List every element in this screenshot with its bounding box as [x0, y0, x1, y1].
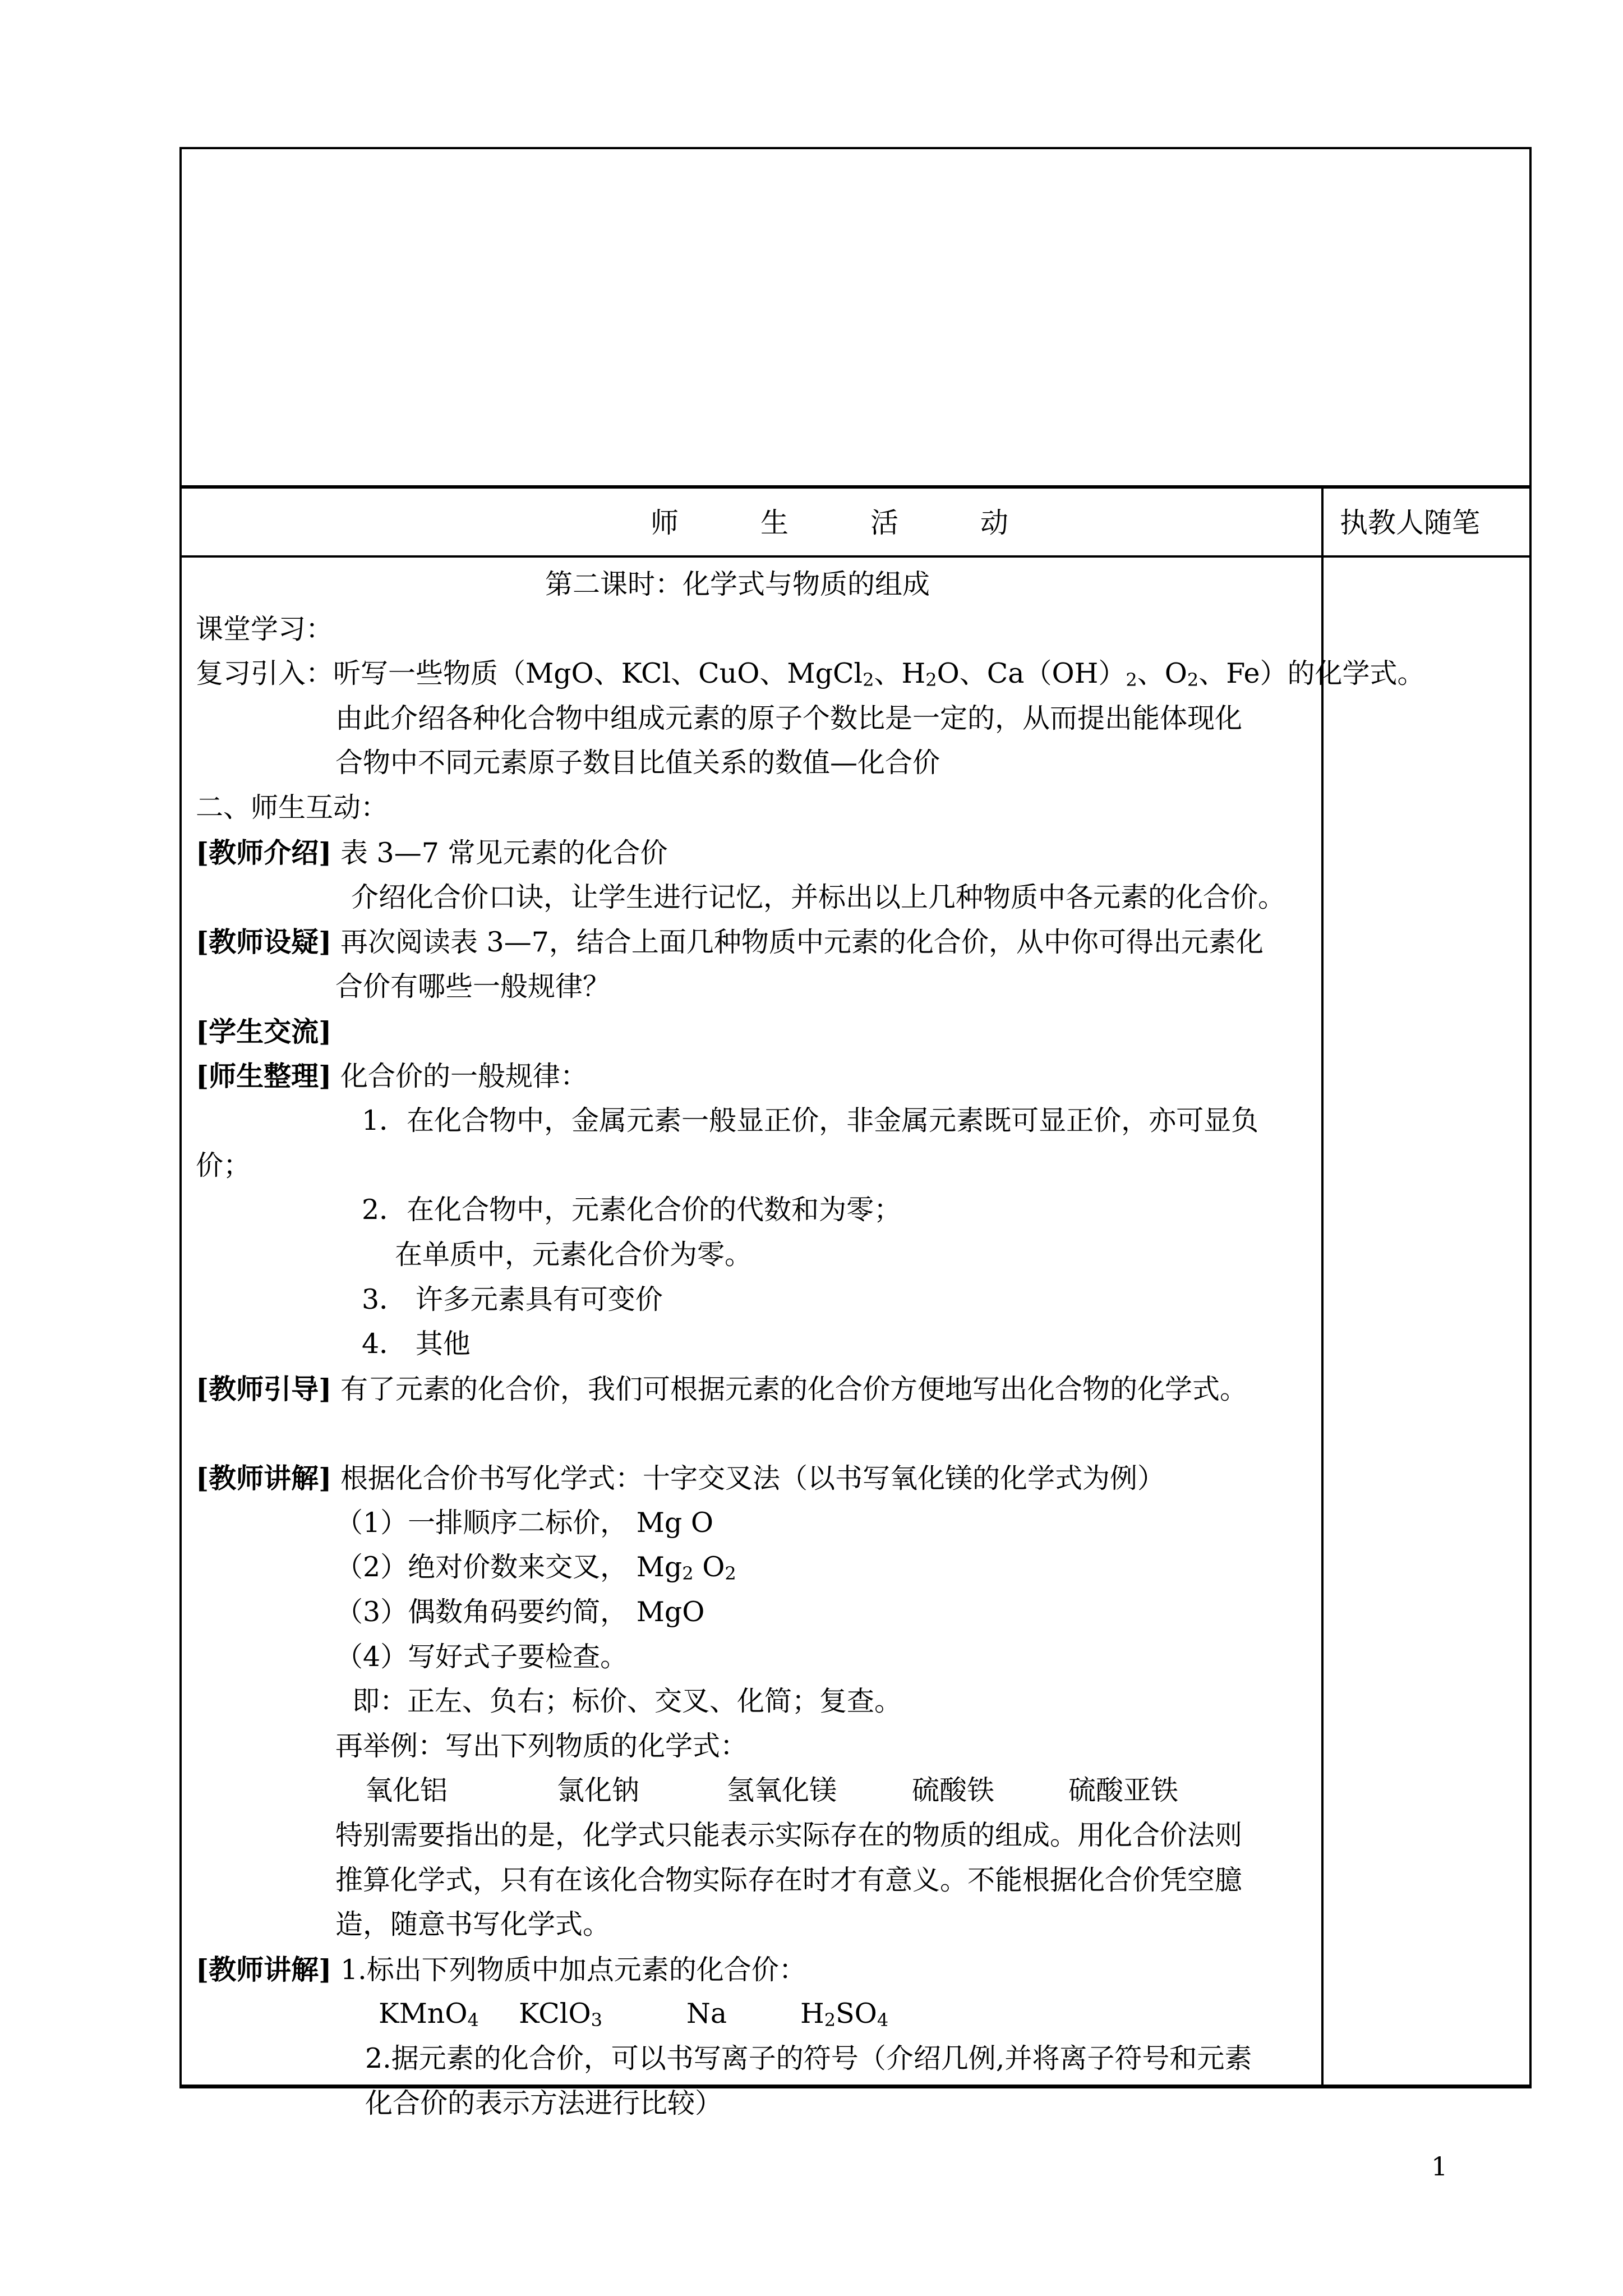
method-step-2: （2）绝对价数来交叉， $Mg_2$ $O_2$	[335, 1551, 736, 1584]
review-line-2: 由此介绍各种化合物中组成元素的原子个数比是一定的，从而提出能体现化	[335, 702, 1243, 734]
student-exchange-line	[196, 1015, 331, 1049]
formula-kclo3: KClO$_3$	[519, 1998, 602, 2031]
teacher-explain-line: [教师讲解] 根据化合价书写化学式：十字交叉法（以书写氧化镁的化学式为例）	[196, 1462, 1165, 1494]
review-line-3: 合物中不同元素原子数目比值关系的数值—化合价	[335, 747, 940, 779]
teacher-question-line-2: 合价有哪些一般规律？	[335, 970, 611, 1002]
example-item: 硫酸亚铁	[1068, 1774, 1179, 1806]
teacher-guide-line: [教师引导] 有了元素的化合价，我们可根据元素的化合价方便地写出化合物的化学式。	[196, 1373, 1247, 1405]
example-item: 硫酸铁	[912, 1774, 995, 1806]
example-item: 氯化钠	[557, 1774, 640, 1806]
formula-na: Na	[686, 1998, 727, 2030]
teacher-question-line: [教师设疑] 再次阅读表 3—7，结合上面几种物质中元素的化合价，从中你可得出元素化	[196, 926, 1264, 958]
teacher-intro-label: [教师介绍]	[196, 836, 332, 869]
table-header-divider	[179, 555, 1532, 558]
column-divider	[1321, 486, 1324, 2085]
rule-3: 3． 许多元素具有可变价	[362, 1283, 663, 1315]
student-exchange-label: [学生交流]	[196, 1015, 332, 1048]
rule-1-line-1: 1．在化合物中，金属元素一般显正价，非金属元素既可显正价，亦可显负	[362, 1105, 1259, 1137]
table-divider-top	[179, 485, 1532, 489]
rule-2-line-1: 2．在化合物中，元素化合价的代数和为零；	[362, 1194, 902, 1226]
example-intro: 再举例：写出下列物质的化学式：	[335, 1730, 748, 1762]
header-notes: 执教人随笔	[1340, 507, 1480, 539]
section-heading: 二、师生互动：	[196, 792, 389, 823]
teacher-intro-line-2: 介绍化合价口诀，让学生进行记忆，并标出以上几种物质中各元素的化合价。	[351, 881, 1286, 913]
summary-line: [师生整理] 化合价的一般规律：	[196, 1060, 588, 1092]
lesson-title: 第二课时：化学式与物质的组成	[545, 568, 930, 600]
example-item: 氧化铝	[365, 1774, 448, 1806]
method-step-3: （3）偶数角码要约简， MgO	[335, 1596, 705, 1628]
formula-h2so4: $H_2SO_4$	[800, 1998, 889, 2031]
teacher-intro-line: [教师介绍] 表 3—7 常见元素的化合价	[196, 836, 668, 869]
teacher-guide-label: [教师引导]	[196, 1373, 332, 1405]
teacher-question-label: [教师设疑]	[196, 926, 332, 958]
rule-2-line-2: 在单质中，元素化合价为零。	[395, 1239, 753, 1271]
rule-1-line-2: 价；	[196, 1149, 251, 1181]
teacher-explain-2-line: [教师讲解] 1.标出下列物质中加点元素的化合价：	[196, 1953, 806, 1986]
teacher-explain-label: [教师讲解]	[196, 1462, 332, 1494]
method-mnemonic: 即：正左、负右；标价、交叉、化简；复查。	[352, 1685, 902, 1717]
method-step-1: （1）一排顺序二标价， Mg O	[335, 1507, 714, 1539]
ion-item-line-2: 化合价的表示方法进行比较）	[365, 2087, 723, 2119]
class-study-heading: 课堂学习：	[196, 613, 334, 645]
method-step-4: （4）写好式子要检查。	[335, 1641, 628, 1673]
rule-4: 4． 其他	[362, 1328, 471, 1360]
formula-kmno4: KMnO$_4$	[379, 1998, 479, 2031]
page-number: 1	[1431, 2151, 1448, 2182]
example-item: 氢氧化镁	[727, 1774, 837, 1806]
header-activity: 师 生 活 动	[651, 507, 1035, 539]
summary-label: [师生整理]	[196, 1060, 332, 1092]
teacher-explain-2-label: [教师讲解]	[196, 1953, 332, 1986]
note-line-1: 特别需要指出的是，化学式只能表示实际存在的物质的组成。用化合价法则	[335, 1819, 1243, 1851]
note-line-3: 造，随意书写化学式。	[335, 1908, 611, 1940]
ion-item-line-1: 2.据元素的化合价，可以书写离子的符号（介绍几例,并将离子符号和元素	[365, 2042, 1252, 2074]
review-line-1: 复习引入：听写一些物质（MgO、KCl、CuO、MgCl$_2$、$H_2O$、$Ca(OH)_2$、$O_2$、Fe）的化学式。	[196, 657, 1425, 691]
review-label: 复习引入：	[196, 657, 334, 689]
note-line-2: 推算化学式，只有在该化合物实际存在时才有意义。不能根据化合价凭空臆	[335, 1864, 1243, 1896]
